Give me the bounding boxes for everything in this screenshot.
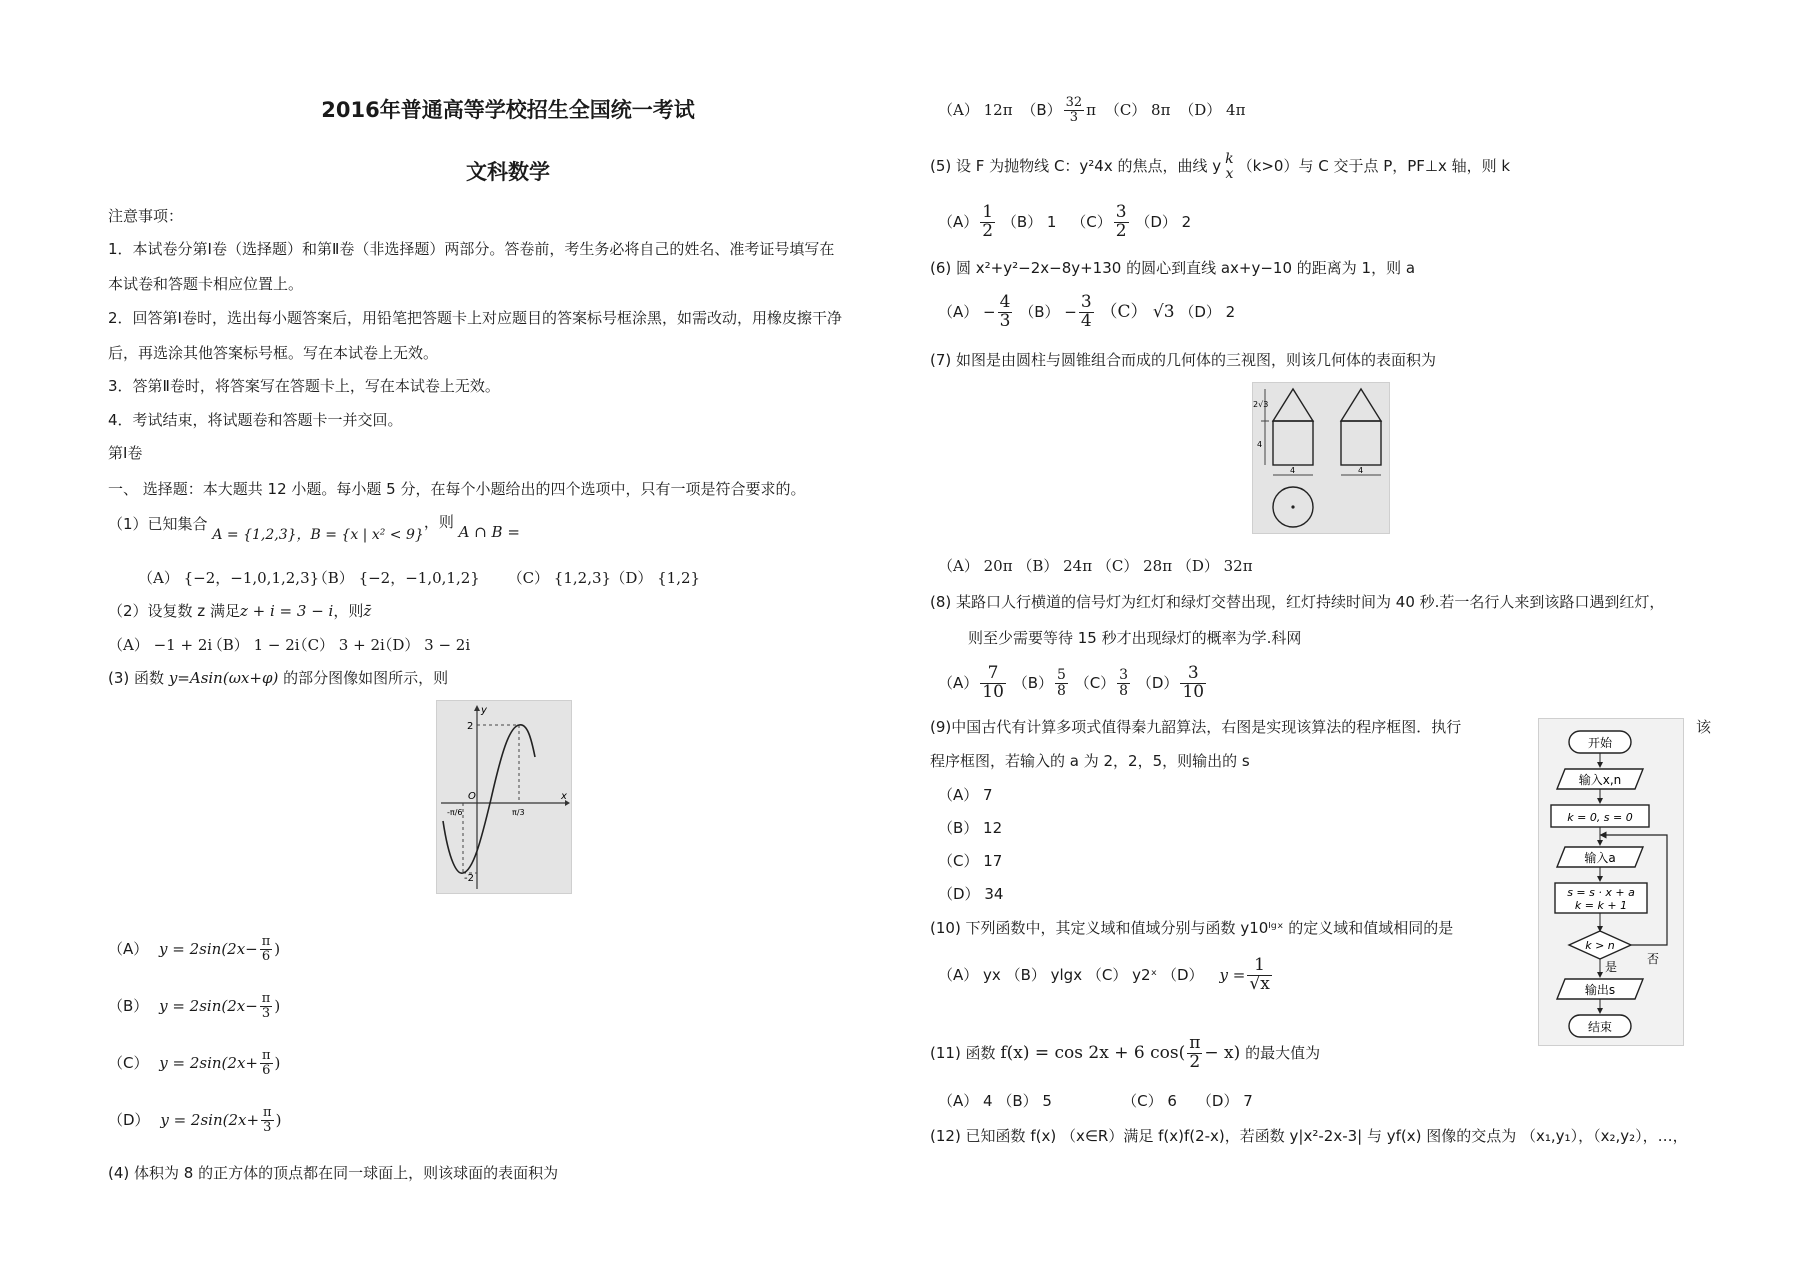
q10-options <box>938 952 1274 998</box>
q11-option-c[interactable]: （C） 6 <box>1122 1092 1177 1110</box>
q3-option-a-num: π <box>261 934 271 950</box>
q3-option-d-den: 3 <box>263 1120 272 1135</box>
q3-option-a-label: （A） <box>108 940 149 958</box>
q5-tail: （k>0）与 C 交于点 P，PF⊥x 轴，则 k <box>1237 157 1511 175</box>
q8-option-d-label: （D） <box>1136 674 1179 692</box>
notes-heading: 注意事项： <box>108 207 184 225</box>
q5-option-b[interactable]: （B） 1 <box>1001 213 1057 231</box>
q8-option-a-num: 7 <box>980 665 1006 684</box>
neg-tick-label: -π/6 <box>447 808 463 817</box>
q10-option-d-den: √x <box>1249 974 1270 994</box>
q10-stem: (10) 下列函数中，其定义域和值域分别与函数 y10ˡᵍˣ 的定义域和值域相同的是 <box>930 919 1454 937</box>
q11-den: 2 <box>1189 1052 1201 1072</box>
q5-option-c-num: 3 <box>1115 202 1127 223</box>
q7-option-a[interactable]: （A） 20π <box>938 557 1013 575</box>
q2-option-c[interactable]: （C） 3 + 2i <box>292 636 385 654</box>
q12-stem: (12) 已知函数 f(x) （x∈R）满足 f(x)f(2-x)，若函数 y|x²-2x-3| 与 yf(x) 图像的交点为 （x₁,y₁），（x₂,y₂），…， <box>930 1127 1688 1145</box>
flow-input-a-label: 输入a <box>1584 851 1616 865</box>
q10-option-a[interactable]: （A） yx <box>938 966 1001 984</box>
q8-option-b[interactable] <box>1012 667 1070 699</box>
q11-option-d[interactable]: （D） 7 <box>1196 1092 1253 1110</box>
q3-graph <box>437 701 571 893</box>
q9-option-a[interactable]: （A） 7 <box>938 786 993 804</box>
q3-tail: 的部分图像如图所示，则 <box>283 669 449 687</box>
q10-option-d-lhs: y = <box>1219 966 1246 984</box>
q7-option-d[interactable]: （D） 32π <box>1176 557 1253 575</box>
q11-stem-text: (11) 函数 <box>930 1044 996 1062</box>
q5-stem-text: (5) 设 F 为抛物线 C：y²4x 的焦点，曲线 y <box>930 157 1222 175</box>
q4-stem: (4) 体积为 8 的正方体的顶点都在同一球面上，则该球面的表面积为 <box>108 1164 559 1182</box>
q2-option-b[interactable]: （B） 1 − 2i <box>207 636 300 654</box>
q10-option-d-num: 1 <box>1247 957 1271 976</box>
q4-option-a[interactable]: （A） 12π <box>938 101 1013 119</box>
flow-init-label: k = 0, s = 0 <box>1567 811 1633 824</box>
q8-options <box>938 660 1208 706</box>
q11-function-lhs: f(x) = cos 2x + 6 cos( <box>1000 1043 1186 1063</box>
q4-option-b-label: （B） <box>1021 101 1062 119</box>
flow-yes-label: 是 <box>1605 960 1618 974</box>
flow-condition-label: k > n <box>1585 939 1615 952</box>
q5-num: k <box>1225 150 1234 167</box>
q9-stem-line1: (9)中国古代有计算多项式值得秦九韶算法，右图是实现该算法的程序框图．执行 <box>930 718 1462 736</box>
q9-option-b[interactable]: （B） 12 <box>938 819 1003 837</box>
q1-option-a[interactable]: （A） {−2，−1,0,1,2,3} <box>138 569 320 587</box>
q6-option-b-den: 4 <box>1080 311 1092 331</box>
q11-option-b[interactable]: （B） 5 <box>997 1092 1052 1110</box>
side-cylinder <box>1341 421 1381 465</box>
flow-output-label: 输出s <box>1584 983 1616 997</box>
q3-stem-text: (3) 函数 <box>108 669 165 687</box>
q1-then: ，则 <box>423 513 454 531</box>
q3-option-a[interactable] <box>108 935 280 964</box>
q5-option-c[interactable] <box>1071 202 1130 241</box>
q3-option-d-rhs: ) <box>275 1111 282 1129</box>
flow-input-xn-label: 输入x,n <box>1578 773 1622 787</box>
q8-option-d[interactable] <box>1136 663 1208 702</box>
exam-title: 2016年普通高等学校招生全国统一考试 <box>321 98 695 122</box>
q1-option-d[interactable]: （D） {1,2} <box>610 569 701 587</box>
q2-option-d[interactable]: （D） 3 − 2i <box>377 636 471 654</box>
origin-label: O <box>468 791 476 802</box>
note-3: 3．答第Ⅱ卷时，将答案写在答题卡上，写在本试卷上无效。 <box>108 377 500 395</box>
q1-options <box>138 568 700 588</box>
q5-option-a-label: （A） <box>938 213 979 231</box>
q1-sets: A = {1,2,3}，B = {x | x² < 9} <box>212 527 424 543</box>
dim-cone-height: 2√3 <box>1253 400 1269 409</box>
q6-option-b-num: 3 <box>1080 292 1092 313</box>
q3-option-c-num: π <box>261 1048 271 1064</box>
q3-option-a-den: 6 <box>261 949 271 964</box>
sine-curve <box>443 725 535 873</box>
q1-option-c[interactable]: （C） {1,2,3} <box>507 569 612 587</box>
q10-option-b[interactable]: （B） ylgx <box>1005 966 1083 984</box>
q8-option-c-den: 8 <box>1119 683 1129 699</box>
q7-options <box>938 556 1253 576</box>
side-cone <box>1341 389 1381 421</box>
q10-option-d-label: （D） <box>1161 966 1204 984</box>
q11-tail: 的最大值为 <box>1245 1044 1321 1062</box>
q8-option-c[interactable] <box>1074 667 1132 699</box>
q6-options <box>938 290 1235 334</box>
q2-option-a[interactable]: （A） −1 + 2i <box>108 636 213 654</box>
q4-option-d[interactable]: （D） 4π <box>1179 101 1246 119</box>
q8-option-c-num: 3 <box>1119 667 1129 684</box>
q3-option-d-num: π <box>263 1105 272 1121</box>
q8-option-a-den: 10 <box>982 682 1004 702</box>
q8-option-a[interactable] <box>938 663 1008 702</box>
q3-option-b-den: 3 <box>261 1006 271 1021</box>
q2-tail: ，则 <box>333 602 364 620</box>
pos-tick-label: π/3 <box>512 808 525 817</box>
front-cone <box>1273 389 1313 421</box>
q9-stem-line2: 程序框图，若输入的 a 为 2，2，5，则输出的 s <box>930 752 1250 770</box>
flow-update-2: k = k + 1 <box>1574 899 1628 912</box>
q3-option-b-label: （B） <box>108 997 149 1015</box>
q6-stem: (6) 圆 x²+y²−2x−8y+130 的圆心到直线 ax+y−10 的距离为 1，则 a <box>930 259 1416 277</box>
q3-option-d-label: （D） <box>108 1111 150 1129</box>
q3-option-a-lhs: y = 2sin(2x− <box>159 940 258 958</box>
q2-condition: z + i = 3 − i <box>239 602 334 620</box>
q7-three-views <box>1253 383 1389 533</box>
q3-function: y=Asin(ωx+φ) <box>168 669 279 687</box>
q3-graph-figure <box>436 700 572 894</box>
q9-option-d[interactable]: （D） 34 <box>938 885 1004 903</box>
q11-stem <box>930 1030 1320 1076</box>
dim-side-width: 4 <box>1358 466 1364 475</box>
q5-option-a-num: 1 <box>982 202 994 223</box>
q8-option-d-num: 3 <box>1180 665 1206 684</box>
q5-option-a-den: 2 <box>982 221 994 241</box>
q6-option-a-label: （A） − <box>938 303 996 321</box>
q8-option-b-label: （B） <box>1012 674 1053 692</box>
part-label: 第Ⅰ卷 <box>108 444 143 462</box>
note-2a: 2．回答第Ⅰ卷时，选出每小题答案后，用铅笔把答题卡上对应题目的答案标号框涂黑，如需改动，用橡皮擦干净 <box>108 309 842 327</box>
q9-flowchart-figure <box>1538 718 1684 1046</box>
q3-option-b-lhs: y = 2sin(2x− <box>159 997 258 1015</box>
q11-option-a[interactable]: （A） 4 <box>938 1092 993 1110</box>
q4-option-b-num: 32 <box>1065 95 1083 111</box>
flow-update-1: s = s · x + a <box>1567 886 1635 899</box>
q3-option-d-lhs: y = 2sin(2x+ <box>160 1111 260 1129</box>
q5-option-c-label: （C） <box>1071 213 1112 231</box>
q3-option-c-den: 6 <box>262 1063 271 1078</box>
note-1b: 本试卷和答题卡相应位置上。 <box>108 275 304 293</box>
q1-expr: A ∩ B = <box>458 523 520 541</box>
flow-no-label: 否 <box>1647 952 1660 966</box>
q8-option-b-num: 5 <box>1056 667 1066 684</box>
q5-option-a[interactable] <box>938 202 997 241</box>
x-axis-label: x <box>561 791 567 802</box>
q10-option-d[interactable] <box>1161 955 1274 994</box>
q9-option-c[interactable]: （C） 17 <box>938 852 1003 870</box>
q2-zbar: z̄ <box>363 602 372 620</box>
q6-option-a[interactable] <box>938 292 1014 331</box>
q7-three-views-figure <box>1252 382 1390 534</box>
dim-front-width: 4 <box>1290 466 1296 475</box>
q11-function-rhs: − x) <box>1204 1043 1241 1063</box>
q2-stem-text: （2）设复数 z 满足 <box>108 602 240 620</box>
note-2b: 后，再选涂其他答案标号框。写在本试卷上无效。 <box>108 344 439 362</box>
q11-num: π <box>1189 1033 1201 1054</box>
q3-option-b-rhs: ) <box>274 997 281 1015</box>
q3-option-c-label: （C） <box>108 1054 149 1072</box>
q3-option-c-lhs: y = 2sin(2x+ <box>159 1054 258 1072</box>
exam-subtitle: 文科数学 <box>466 160 550 184</box>
q3-option-b-num: π <box>261 991 271 1007</box>
q4-options <box>938 90 1245 130</box>
q6-option-b-label: （B） − <box>1019 303 1077 321</box>
q2-stem <box>108 601 371 621</box>
q4-option-b-den: 3 <box>1069 110 1079 125</box>
q7-option-b[interactable]: （B） 24π <box>1017 557 1093 575</box>
q5-den: x <box>1225 165 1234 182</box>
q2-options <box>108 635 470 655</box>
y-max-label: 2 <box>467 721 474 732</box>
q8-option-a-label: （A） <box>938 674 979 692</box>
q8-option-c-label: （C） <box>1074 674 1116 692</box>
q1-prefix: （1）已知集合 <box>108 515 208 533</box>
q7-option-c[interactable]: （C） 28π <box>1096 557 1173 575</box>
front-cylinder <box>1273 421 1313 465</box>
q5-option-d[interactable]: （D） 2 <box>1135 213 1192 231</box>
q1-option-b[interactable]: （B） {−2，−1,0,1,2} <box>312 569 480 587</box>
y-axis-arrow <box>474 705 480 711</box>
q3-option-c-rhs: ) <box>274 1054 281 1072</box>
y-min-label: -2 <box>464 873 474 884</box>
q7-stem: (7) 如图是由圆柱与圆锥组合而成的几何体的三视图，则该几何体的表面积为 <box>930 351 1437 369</box>
q5-stem <box>930 144 1510 188</box>
q8-option-d-den: 10 <box>1182 682 1205 702</box>
q4-option-b-tail: π <box>1086 101 1097 119</box>
q8-option-b-den: 8 <box>1056 683 1066 699</box>
dim-cylinder-height: 4 <box>1257 440 1263 449</box>
q1-stem <box>108 513 520 543</box>
q4-option-b[interactable] <box>1021 95 1100 125</box>
q3-option-a-rhs: ) <box>274 940 281 958</box>
q9-stem-line1-tail: 该 <box>1696 718 1712 736</box>
q4-option-c[interactable]: （C） 8π <box>1104 101 1171 119</box>
q11-options <box>938 1091 1253 1111</box>
note-1a: 1．本试卷分第Ⅰ卷（选择题）和第Ⅱ卷（非选择题）两部分。答卷前，考生务必将自己的姓名、准考证号填写在 <box>108 240 835 258</box>
q3-option-d[interactable] <box>108 1106 281 1135</box>
q3-stem <box>108 668 448 688</box>
q6-option-d[interactable]: （D） 2 <box>1179 303 1236 321</box>
q3-option-c[interactable] <box>108 1049 280 1078</box>
q6-option-a-num: 4 <box>999 292 1011 313</box>
q6-option-b[interactable] <box>1019 292 1095 331</box>
q8-stem-line2: 则至少需要等待 15 秒才出现绿灯的概率为学.科网 <box>968 629 1302 647</box>
section-heading: 一、 选择题：本大题共 12 小题。每小题 5 分，在每个小题给出的四个选项中，只有一项是符合要求的。 <box>108 480 806 498</box>
top-view-center <box>1291 505 1294 508</box>
flow-end-label: 结束 <box>1587 1020 1613 1034</box>
note-4: 4．考试结束，将试题卷和答题卡一并交回。 <box>108 411 403 429</box>
y-axis-label: y <box>481 705 487 716</box>
q9-flowchart <box>1539 719 1683 1045</box>
flow-start-label: 开始 <box>1587 736 1613 750</box>
q6-option-c[interactable]: （C） √3 <box>1100 302 1175 322</box>
q10-option-c[interactable]: （C） y2ˣ <box>1086 966 1158 984</box>
q6-option-a-den: 3 <box>999 311 1011 331</box>
q5-options <box>938 200 1191 244</box>
q5-option-c-den: 2 <box>1115 221 1127 241</box>
q8-stem-line1: (8) 某路口人行横道的信号灯为红灯和绿灯交替出现，红灯持续时间为 40 秒.若一名行人来到该路口遇到红灯， <box>930 593 1665 611</box>
q3-option-b[interactable] <box>108 992 280 1021</box>
